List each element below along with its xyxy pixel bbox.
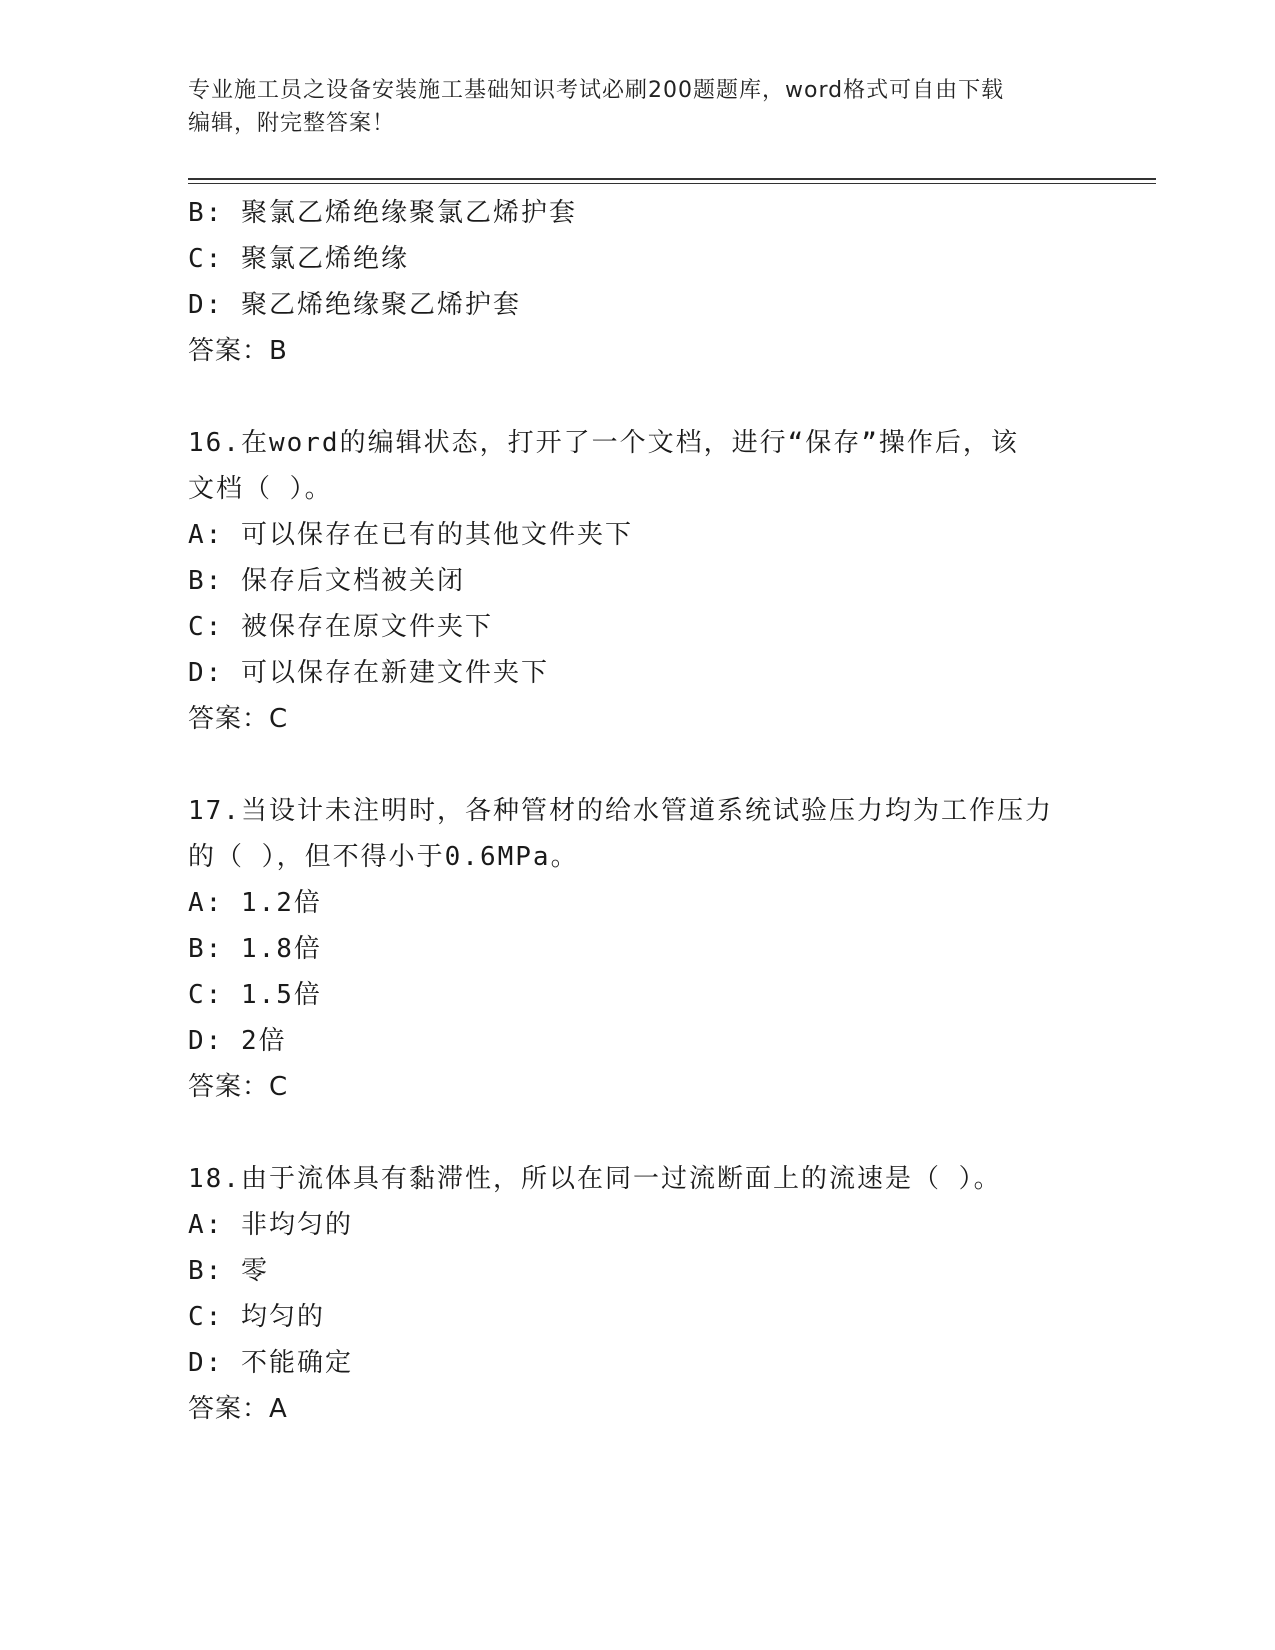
question-17 [188,788,1088,1110]
question-stem-continued: 的（ ），但不得小于0.6MPa。 [188,842,579,872]
header-divider-top [188,178,1156,180]
option-c: C: 聚氯乙烯绝缘 [188,244,409,274]
spacer [188,1110,1088,1156]
header-line-2: 编辑，附完整答案！ [188,111,396,136]
document-header [188,74,1068,140]
option-c: C: 均匀的 [188,1302,325,1332]
question-18 [188,1156,1088,1432]
question-stem: 16.在word的编辑状态，打开了一个文档，进行“保存”操作后，该 [188,428,1019,458]
header-divider-bottom [188,183,1156,184]
option-d: D: 不能确定 [188,1348,353,1378]
answer: 答案：C [188,1072,289,1102]
option-d: D: 可以保存在新建文件夹下 [188,658,549,688]
question-16 [188,420,1088,742]
spacer [188,374,1088,420]
option-c: C: 被保存在原文件夹下 [188,612,493,642]
document-body [188,190,1088,1432]
option-b: B: 零 [188,1256,269,1286]
answer: 答案：B [188,336,288,366]
option-c: C: 1.5倍 [188,980,322,1010]
question-stem: 18.由于流体具有黏滞性，所以在同一过流断面上的流速是（ ）。 [188,1164,1002,1194]
answer: 答案：A [188,1394,288,1424]
header-line-1: 专业施工员之设备安装施工基础知识考试必刷200题题库，word格式可自由下载 [188,78,1005,103]
option-a: A: 非均匀的 [188,1210,353,1240]
option-a: A: 1.2倍 [188,888,322,918]
option-b: B: 1.8倍 [188,934,322,964]
answer: 答案：C [188,704,289,734]
option-b: B: 保存后文档被关闭 [188,566,465,596]
question-stem-continued: 文档（ ）。 [188,474,333,504]
question-stem: 17.当设计未注明时，各种管材的给水管道系统试验压力均为工作压力 [188,796,1053,826]
question-15 [188,190,1088,374]
option-d: D: 2倍 [188,1026,287,1056]
option-a: A: 可以保存在已有的其他文件夹下 [188,520,633,550]
option-d: D: 聚乙烯绝缘聚乙烯护套 [188,290,521,320]
option-b: B: 聚氯乙烯绝缘聚氯乙烯护套 [188,198,577,228]
spacer [188,742,1088,788]
